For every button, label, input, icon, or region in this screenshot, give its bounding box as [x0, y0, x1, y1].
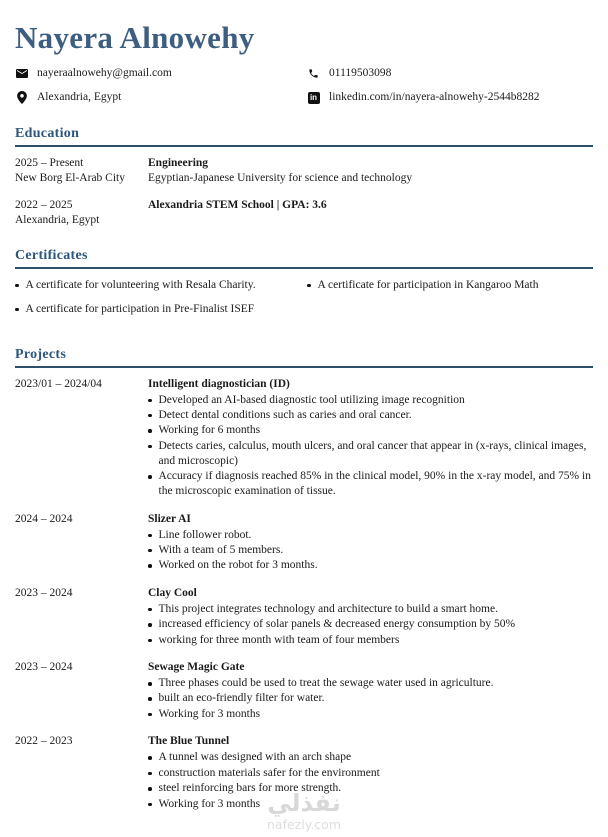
bullet-icon: [148, 697, 152, 701]
bullet-icon: [148, 549, 152, 553]
list-item: [148, 439, 593, 469]
bullet-text: increased efficiency of solar panels & decreased energy consumption by 50%: [158, 618, 516, 631]
bullet-icon: [148, 475, 152, 479]
project-entries: [15, 377, 593, 812]
bullet-icon: [148, 534, 152, 538]
contact-location: [15, 90, 307, 105]
section-rule: [15, 145, 593, 147]
entry-title: Engineering: [148, 156, 209, 169]
bullet-text: Detects caries, calculus, mouth ulcers, and oral cancer that appear in (x-rays, clinical images, and microscopic): [158, 439, 587, 467]
project-bullets: [148, 528, 593, 574]
entry-title: Clay Cool: [148, 586, 197, 599]
bullet-icon: [148, 713, 152, 717]
contact-phone: [307, 66, 593, 81]
list-item: [148, 781, 593, 796]
envelope-icon: [15, 69, 28, 79]
contact-phone-text: 01119503098: [329, 67, 392, 80]
bullet-text: A certificate for volunteering with Resala Charity.: [25, 278, 256, 291]
bullet-text: This project integrates technology and architecture to build a smart home.: [158, 602, 498, 615]
list-item: [148, 393, 593, 408]
project-entry: [15, 734, 593, 812]
list-item: [148, 617, 593, 632]
contact-block: [15, 66, 593, 105]
location-pin-icon: [15, 91, 28, 104]
education-entry: [15, 156, 593, 186]
phone-icon: [307, 68, 320, 79]
list-item: [307, 278, 593, 293]
section-rule: [15, 366, 593, 368]
list-item: [148, 750, 593, 765]
bullet-icon: [148, 756, 152, 760]
bullet-icon: [148, 772, 152, 776]
list-item: [148, 633, 593, 648]
list-item: [148, 543, 593, 558]
section-title-projects: Projects: [15, 346, 67, 362]
project-bullets: [148, 602, 593, 648]
entry-title: Slizer AI: [148, 512, 191, 525]
bullet-icon: [148, 399, 152, 403]
entry-subtitle: Egyptian-Japanese University for science and technology: [148, 171, 413, 184]
project-bullets: [148, 393, 593, 500]
section-education: [15, 126, 593, 228]
bullet-text: built an eco-friendly filter for water.: [158, 692, 325, 705]
watermark-url: nafezly.com: [267, 817, 341, 832]
bullet-icon: [148, 623, 152, 627]
bullet-icon: [148, 429, 152, 433]
entry-title: Sewage Magic Gate: [148, 661, 245, 674]
entry-date: 2024 – 2024: [15, 512, 73, 525]
bullet-text: Working for 3 months: [158, 797, 261, 810]
bullet-icon: [15, 308, 19, 312]
list-item: [148, 528, 593, 543]
project-bullets: [148, 750, 593, 811]
bullet-text: Three phases could be used to treat the sewage water used in agriculture.: [158, 677, 494, 690]
contact-email-text: nayeraalnowehy@gmail.com: [37, 67, 172, 80]
entry-title: Alexandria STEM School | GPA: 3.6: [148, 198, 327, 211]
bullet-icon: [148, 639, 152, 643]
list-item: [148, 469, 593, 499]
bullet-text: working for three month with team of four members: [158, 633, 400, 646]
list-item: [148, 423, 593, 438]
bullet-text: Line follower robot.: [158, 528, 252, 541]
bullet-icon: [148, 564, 152, 568]
project-entry: [15, 586, 593, 648]
project-entry: [15, 512, 593, 574]
person-name: Nayera Alnowehy: [15, 20, 255, 55]
entry-title: Intelligent diagnostician (ID): [148, 377, 290, 390]
entry-date: 2022 – 2023: [15, 735, 73, 748]
entry-location: New Borg El-Arab City: [15, 171, 125, 184]
entry-date: 2023 – 2024: [15, 661, 73, 674]
list-item: [15, 302, 307, 317]
list-item: [148, 558, 593, 573]
bullet-text: construction materials safer for the environment: [158, 766, 380, 779]
bullet-text: Detect dental conditions such as caries and oral cancer.: [158, 408, 412, 421]
project-bullets: [148, 676, 593, 722]
education-entries: [15, 156, 593, 228]
education-entry: [15, 198, 593, 228]
list-item: [148, 602, 593, 617]
certificates-left: [15, 278, 307, 326]
entry-date: 2022 – 2025: [15, 198, 73, 211]
contact-linkedin: [307, 90, 593, 105]
section-title-education: Education: [15, 125, 80, 141]
bullet-text: With a team of 5 members.: [158, 543, 284, 556]
bullet-icon: [15, 284, 19, 288]
bullet-text: A tunnel was designed with an arch shape: [158, 751, 352, 764]
bullet-text: Worked on the robot for 3 months.: [158, 559, 318, 572]
bullet-icon: [148, 803, 152, 807]
bullet-icon: [148, 414, 152, 418]
bullet-icon: [148, 682, 152, 686]
section-certificates: [15, 248, 593, 326]
bullet-text: Developed an AI-based diagnostic tool utilizing image recognition: [158, 393, 465, 406]
bullet-icon: [148, 445, 152, 449]
list-item: [148, 691, 593, 706]
contact-location-text: Alexandria, Egypt: [37, 91, 122, 104]
bullet-text: steel reinforcing bars for more strength.: [158, 782, 342, 795]
linkedin-icon: in: [307, 92, 320, 104]
entry-date: 2023/01 – 2024/04: [15, 377, 102, 390]
entry-location: Alexandria, Egypt: [15, 213, 100, 226]
bullet-icon: [148, 608, 152, 612]
entry-title: The Blue Tunnel: [148, 735, 230, 748]
watermark-arabic-logo: نفذلي: [267, 789, 341, 817]
bullet-text: Working for 6 months: [158, 424, 261, 437]
project-entry: [15, 660, 593, 722]
list-item: [15, 278, 307, 293]
section-title-certificates: Certificates: [15, 247, 88, 263]
bullet-icon: [148, 787, 152, 791]
bullet-text: Working for 3 months: [158, 707, 261, 720]
bullet-text: A certificate for participation in Pre-Finalist ISEF: [25, 302, 255, 315]
project-entry: [15, 377, 593, 500]
list-item: [148, 766, 593, 781]
list-item: [148, 408, 593, 423]
list-item: [148, 676, 593, 691]
contact-linkedin-text: linkedin.com/in/nayera-alnowehy-2544b8282: [329, 91, 540, 104]
list-item: [148, 797, 593, 812]
bullet-text: Accuracy if diagnosis reached 85% in the clinical model, 90% in the x-ray model, and 75% in the microscopic examination of tissue.: [158, 470, 591, 498]
contact-email: [15, 66, 307, 81]
certificates-right: [307, 278, 593, 326]
entry-date: 2023 – 2024: [15, 586, 73, 599]
list-item: [148, 707, 593, 722]
section-rule: [15, 267, 593, 269]
entry-date: 2025 – Present: [15, 156, 84, 169]
bullet-icon: [307, 284, 311, 288]
bullet-text: A certificate for participation in Kangaroo Math: [317, 278, 539, 291]
section-projects: [15, 347, 593, 812]
